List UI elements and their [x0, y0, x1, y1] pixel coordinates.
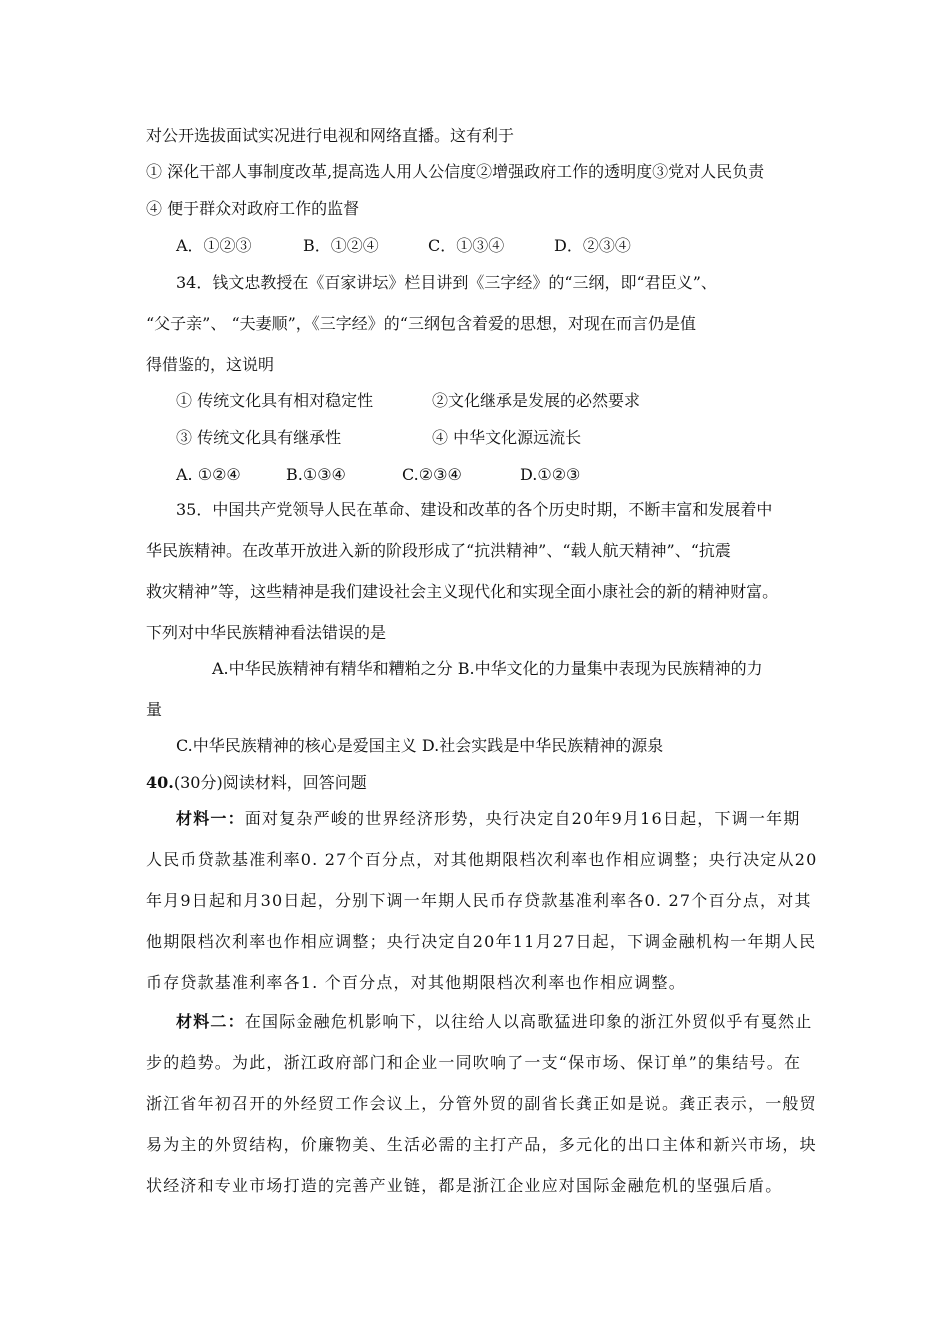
material1-line3: 年月9日起和月30日起，分别下调一年期人民币存贷款基准利率各0. 27个百分点，对其	[146, 891, 812, 910]
q34-line2: “父子亲”、 “夫妻顺”，《三字经》的“三纲包含着爱的思想，对现在而言仍是值	[146, 314, 696, 333]
q35-options-ab-line2: 量	[146, 700, 163, 719]
q34-option-a: A. ①②④	[176, 465, 241, 484]
q33-items-line1: ① 深化干部人事制度改革,提高选人用人公信度②增强政府工作的透明度③党对人民负责	[146, 162, 765, 181]
q40-number: 40.	[146, 773, 174, 792]
q34-options	[176, 465, 580, 485]
q35-line1: 35．中国共产党领导人民在革命、建设和改革的各个历史时期，不断丰富和发展着中	[176, 500, 773, 519]
q40-heading	[146, 773, 367, 793]
material1-line1	[176, 809, 801, 829]
q34-line1: 34．钱文忠教授在《百家讲坛》栏目讲到《三字经》的“三纲，即“君臣义”、	[176, 273, 717, 292]
q34-item4: ④ 中华文化源远流长	[432, 428, 582, 447]
q33-option-a: A．①②③	[176, 236, 252, 255]
q34-item1: ① 传统文化具有相对稳定性	[176, 391, 374, 410]
material2-line4: 易为主的外贸结构，价廉物美、生活必需的主打产品，多元化的出口主体和新兴市场，块	[146, 1135, 817, 1154]
material2-line2: 步的趋势。为此，浙江政府部门和企业一同吹响了一支“保市场、保订单”的集结号。在	[146, 1053, 802, 1072]
material1-line4: 他期限档次利率也作相应调整；央行决定自20年11月27日起，下调金融机构一年期人民	[146, 932, 817, 951]
material2-line5: 状经济和专业市场打造的完善产业链，都是浙江企业应对国际金融危机的坚强后盾。	[146, 1176, 783, 1195]
q33-stem-tail: 对公开选拔面试实况进行电视和网络直播。这有利于	[146, 126, 515, 145]
material2-line3: 浙江省年初召开的外经贸工作会议上，分管外贸的副省长龚正如是说。龚正表示，一般贸	[146, 1094, 817, 1113]
q35-options-ab-line1: A.中华民族精神有精华和糟粕之分 B.中华文化的力量集中表现为民族精神的力	[212, 659, 763, 678]
q34-option-c: C.②③④	[402, 465, 462, 484]
q34-item3: ③ 传统文化具有继承性	[176, 428, 342, 447]
q33-option-c: C．①③④	[428, 236, 505, 255]
material2-line1	[176, 1012, 812, 1032]
q35-line3: 救灾精神”等，这些精神是我们建设社会主义现代化和实现全面小康社会的新的精神财富。	[146, 582, 779, 601]
q34-option-d: D.①②③	[520, 465, 581, 484]
material1-line2: 人民币贷款基准利率0. 27个百分点，对其他期限档次利率也作相应调整；央行决定从20	[146, 850, 818, 869]
material2-label: 材料二：	[176, 1012, 245, 1031]
q34-option-b: B.①③④	[286, 465, 346, 484]
material2-text-1: 在国际金融危机影响下，以往给人以高歌猛进印象的浙江外贸似乎有戛然止	[244, 1012, 813, 1031]
q35-line2: 华民族精神。在改革开放进入新的阶段形成了“抗洪精神”、“载人航天精神”、“抗震	[146, 541, 731, 560]
material1-label: 材料一：	[176, 809, 245, 828]
q35-options-cd: C.中华民族精神的核心是爱国主义 D.社会实践是中华民族精神的源泉	[176, 736, 664, 755]
q33-option-b: B．①②④	[303, 236, 379, 255]
q40-heading-text: (30分)阅读材料，回答问题	[173, 773, 367, 792]
q33-options	[176, 236, 631, 256]
q33-option-d: D．②③④	[554, 236, 631, 255]
q34-item2: ②文化继承是发展的必然要求	[432, 391, 641, 410]
material1-text-1: 面对复杂严峻的世界经济形势，央行决定自20年9月16日起，下调一年期	[244, 809, 801, 828]
material1-line5: 币存贷款基准利率各1. 个百分点，对其他期限档次利率也作相应调整。	[146, 973, 686, 992]
q35-line4: 下列对中华民族精神看法错误的是	[146, 623, 387, 642]
q33-items-line2: ④ 便于群众对政府工作的监督	[146, 199, 360, 218]
q34-line3: 得借鉴的，这说明	[146, 355, 275, 374]
